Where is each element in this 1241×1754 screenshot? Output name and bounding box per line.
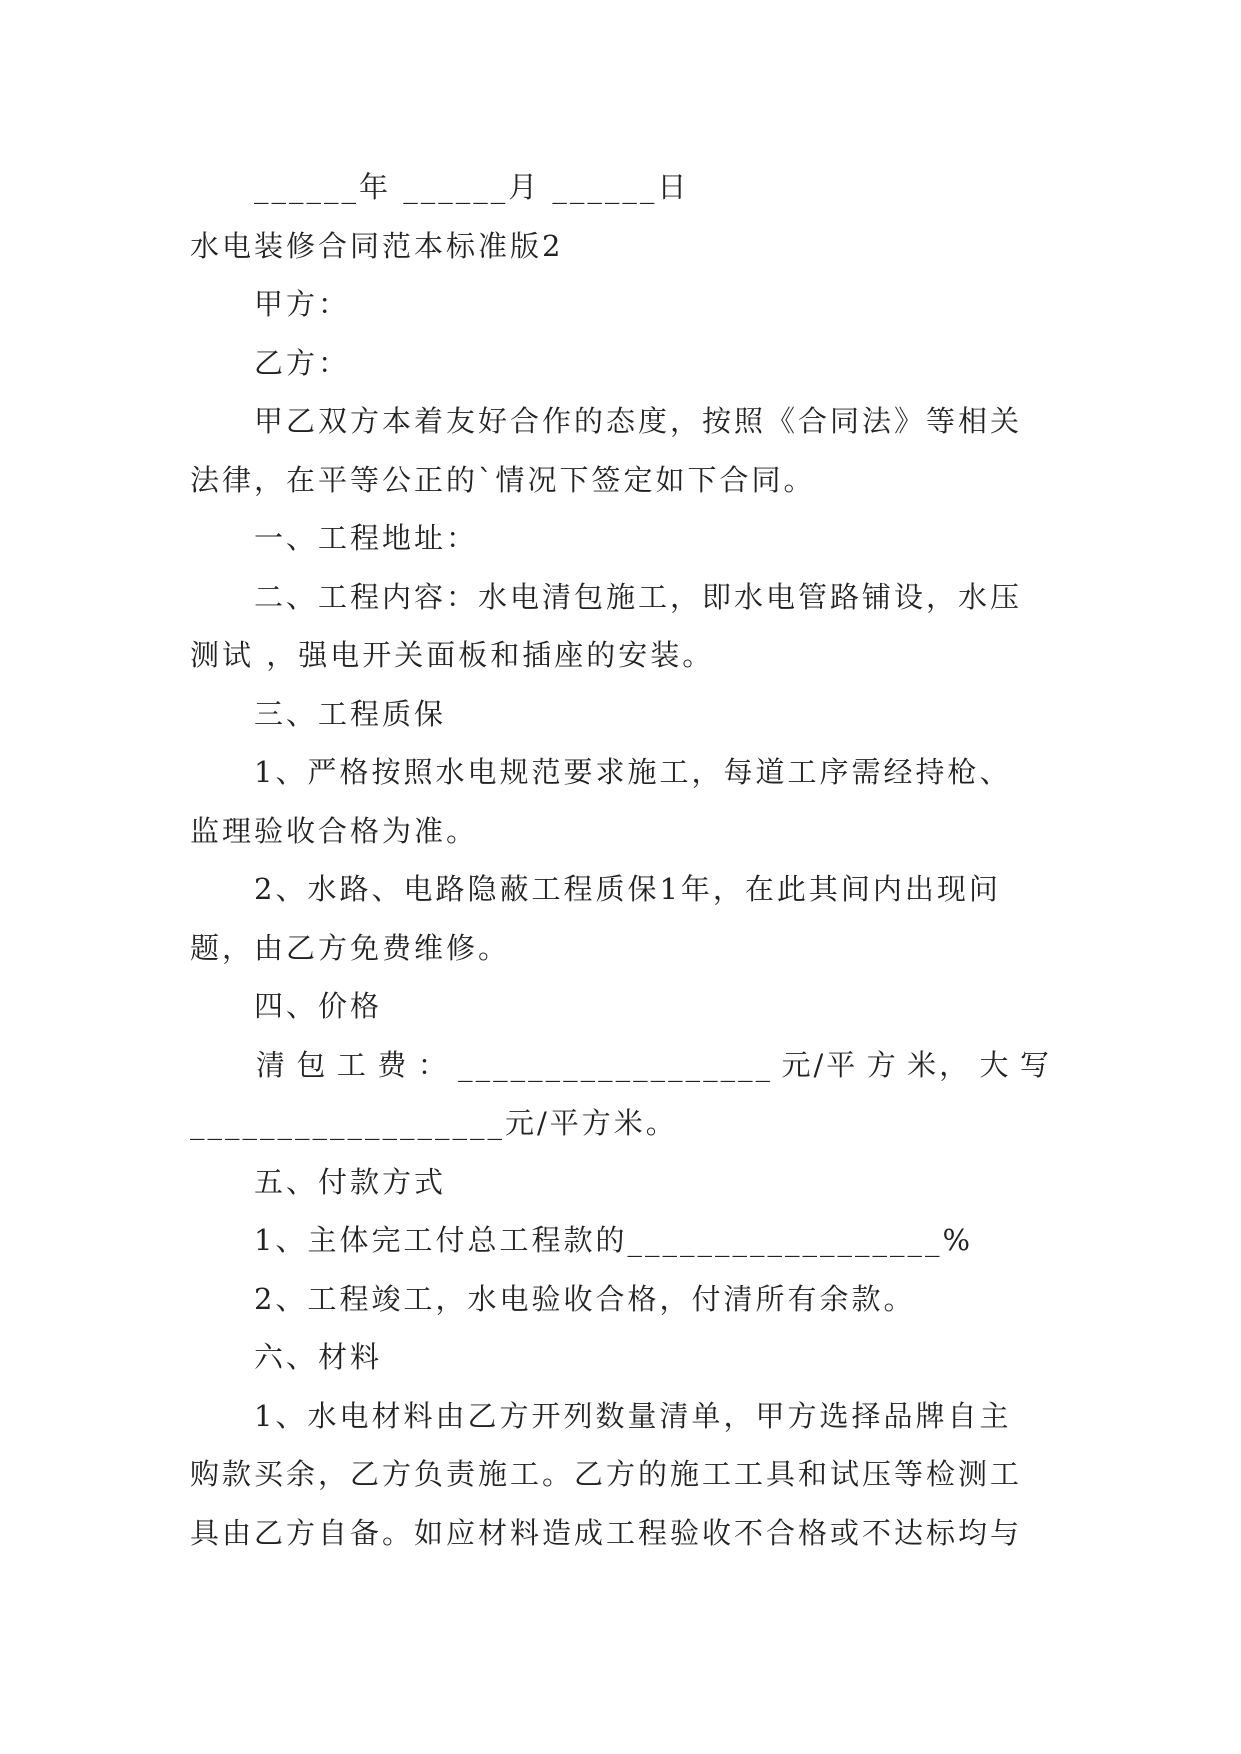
section-6-item-1-line-3: 具由乙方自备。如应材料造成工程验收不合格或不达标均与 bbox=[190, 1515, 1023, 1550]
fee-part: 大 bbox=[979, 1047, 1012, 1082]
section-3-item-1-line-1: 1、严格按照水电规范要求施工，每道工序需经持枪、 bbox=[254, 755, 1012, 789]
intro-paragraph-line-2: 法律，在平等公正的`情况下签定如下合同。 bbox=[190, 462, 816, 497]
fee-part: 包 bbox=[296, 1047, 329, 1082]
section-3-title: 三、工程质保 bbox=[254, 696, 447, 731]
fee-part: 米， bbox=[907, 1047, 972, 1082]
fee-part: 元/平 bbox=[781, 1047, 859, 1082]
section-4-title: 四、价格 bbox=[254, 989, 383, 1023]
fee-blank: __________________ bbox=[458, 1047, 774, 1082]
signature-date-line: ______年 ______月 ______日 bbox=[254, 170, 690, 204]
section-4-fee-line-2: __________________元/平方米。 bbox=[190, 1106, 678, 1140]
fee-part: 方 bbox=[866, 1047, 899, 1082]
section-5-item-2: 2、工程竣工，水电验收合格，付清所有余款。 bbox=[254, 1281, 916, 1316]
section-1-address: 一、工程地址： bbox=[254, 521, 479, 555]
fee-part: 清 bbox=[256, 1047, 289, 1082]
intro-paragraph-line-1: 甲乙双方本着友好合作的态度，按照《合同法》等相关 bbox=[254, 404, 1023, 438]
section-6-item-1-line-1: 1、水电材料由乙方开列数量清单，甲方选择品牌自主 bbox=[254, 1398, 1012, 1433]
section-6-item-1-line-2: 购款买余，乙方负责施工。乙方的施工工具和试压等检测工 bbox=[190, 1457, 1023, 1491]
section-3-item-2-line-2: 题，由乙方免费维修。 bbox=[190, 930, 511, 965]
fee-part: 费 bbox=[377, 1047, 410, 1082]
section-2-content-line-2: 测试 ，强电开关面板和插座的安装。 bbox=[190, 638, 715, 672]
section-6-title: 六、材料 bbox=[254, 1340, 383, 1374]
party-b-line: 乙方： bbox=[254, 345, 351, 380]
document-body bbox=[190, 158, 1052, 1562]
fee-part: 写 bbox=[1019, 1047, 1052, 1082]
section-5-item-1: 1、主体完工付总工程款的__________________% bbox=[254, 1223, 974, 1257]
fee-part: ： bbox=[417, 1047, 450, 1082]
section-3-item-1-line-2: 监理验收合格为准。 bbox=[190, 813, 479, 848]
section-4-fee-line-1 bbox=[190, 1036, 1052, 1095]
section-3-item-2-line-1: 2、水路、电路隐蔽工程质保1年，在此其间内出现问 bbox=[254, 872, 1001, 906]
document-title: 水电装修合同范本标准版2 bbox=[190, 228, 564, 263]
fee-part: 工 bbox=[336, 1047, 369, 1082]
section-2-content-line-1: 二、工程内容：水电清包施工，即水电管路铺设，水压 bbox=[254, 579, 1023, 614]
section-5-title: 五、付款方式 bbox=[254, 1164, 447, 1199]
party-a-line: 甲方： bbox=[254, 287, 351, 321]
